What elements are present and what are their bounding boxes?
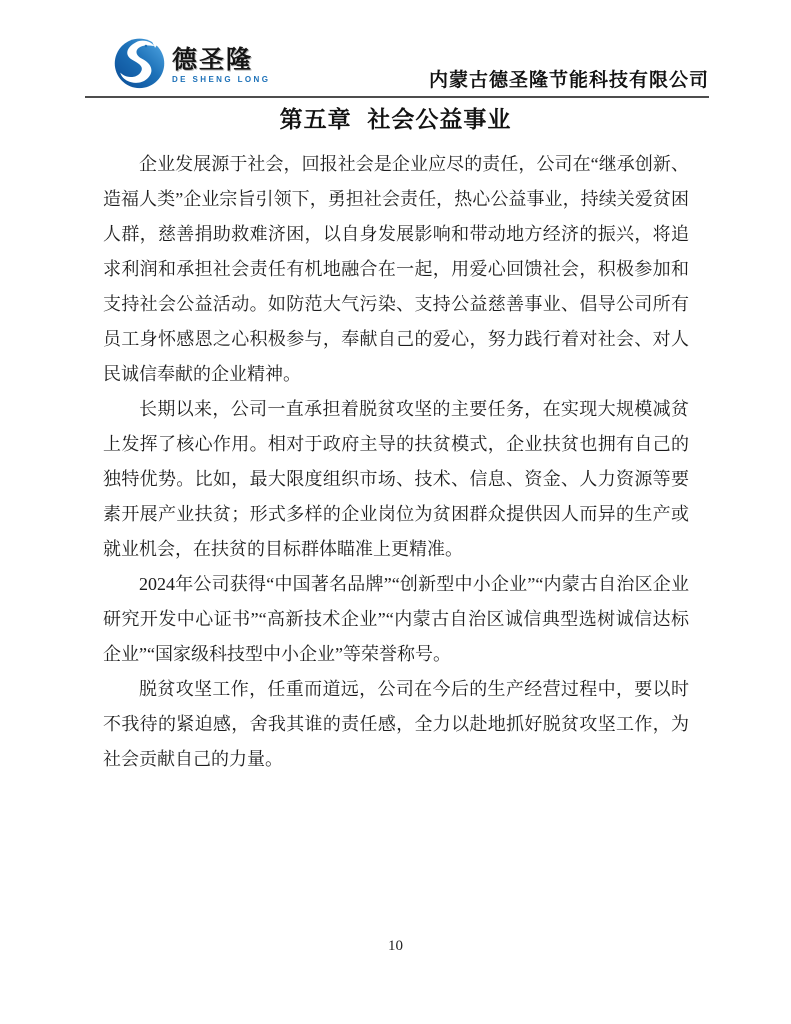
body-paragraph-4: 脱贫攻坚工作，任重而道远，公司在今后的生产经营过程中，要以时不我待的紧迫感，舍我其谁的责任感，全力以赴地抓好脱贫攻坚工作，为社会贡献自己的力量。 — [103, 679, 689, 769]
logo-name-cn: 德圣隆 — [172, 46, 254, 74]
body-paragraph-1: 企业发展源于社会，回报社会是企业应尽的责任，公司在“继承创新、造福人类”企业宗旨引领下，勇担社会责任，热心公益事业，持续关爱贫困人群，慈善捐助救难济困，以自身发展影响和带动地方经济的振兴，将追求利润和承担社会责任有机地融合在一起，用爱心回馈社会，积极参加和支持社会公益活动。如防范大气污染、支持公益慈善事业、倡导公司所有员工身怀感恩之心积极参与，奉献自己的爱心，努力践行着对社会、对人民诚信奉献的企业精神。 — [103, 154, 689, 384]
company-logo — [112, 35, 270, 90]
chapter-title: 第五章 社会公益事业 — [279, 107, 512, 132]
page-number: 10 — [388, 938, 403, 954]
body-paragraph-3: 2024年公司获得“中国著名品牌”“创新型中小企业”“内蒙古自治区企业研究开发中心证书”“高新技术企业”“内蒙古自治区诚信典型选树诚信达标企业”“国家级科技型中小企业”等荣誉称号。 — [103, 574, 689, 664]
dragon-logo-icon — [112, 35, 167, 90]
page-header — [85, 34, 709, 98]
logo-text — [172, 35, 270, 84]
body-paragraph-2: 长期以来，公司一直承担着脱贫攻坚的主要任务，在实现大规模减贫上发挥了核心作用。相对于政府主导的扶贫模式，企业扶贫也拥有自己的独特优势。比如，最大限度组织市场、技术、信息、资金、人力资源等要素开展产业扶贫；形式多样的企业岗位为贫困群众提供因人而异的生产或就业机会，在扶贫的目标群体瞄准上更精准。 — [103, 399, 689, 559]
body-content — [103, 147, 689, 777]
logo-name-en: DE SHENG LONG — [172, 75, 271, 84]
company-name: 内蒙古德圣隆节能科技有限公司 — [428, 70, 709, 91]
